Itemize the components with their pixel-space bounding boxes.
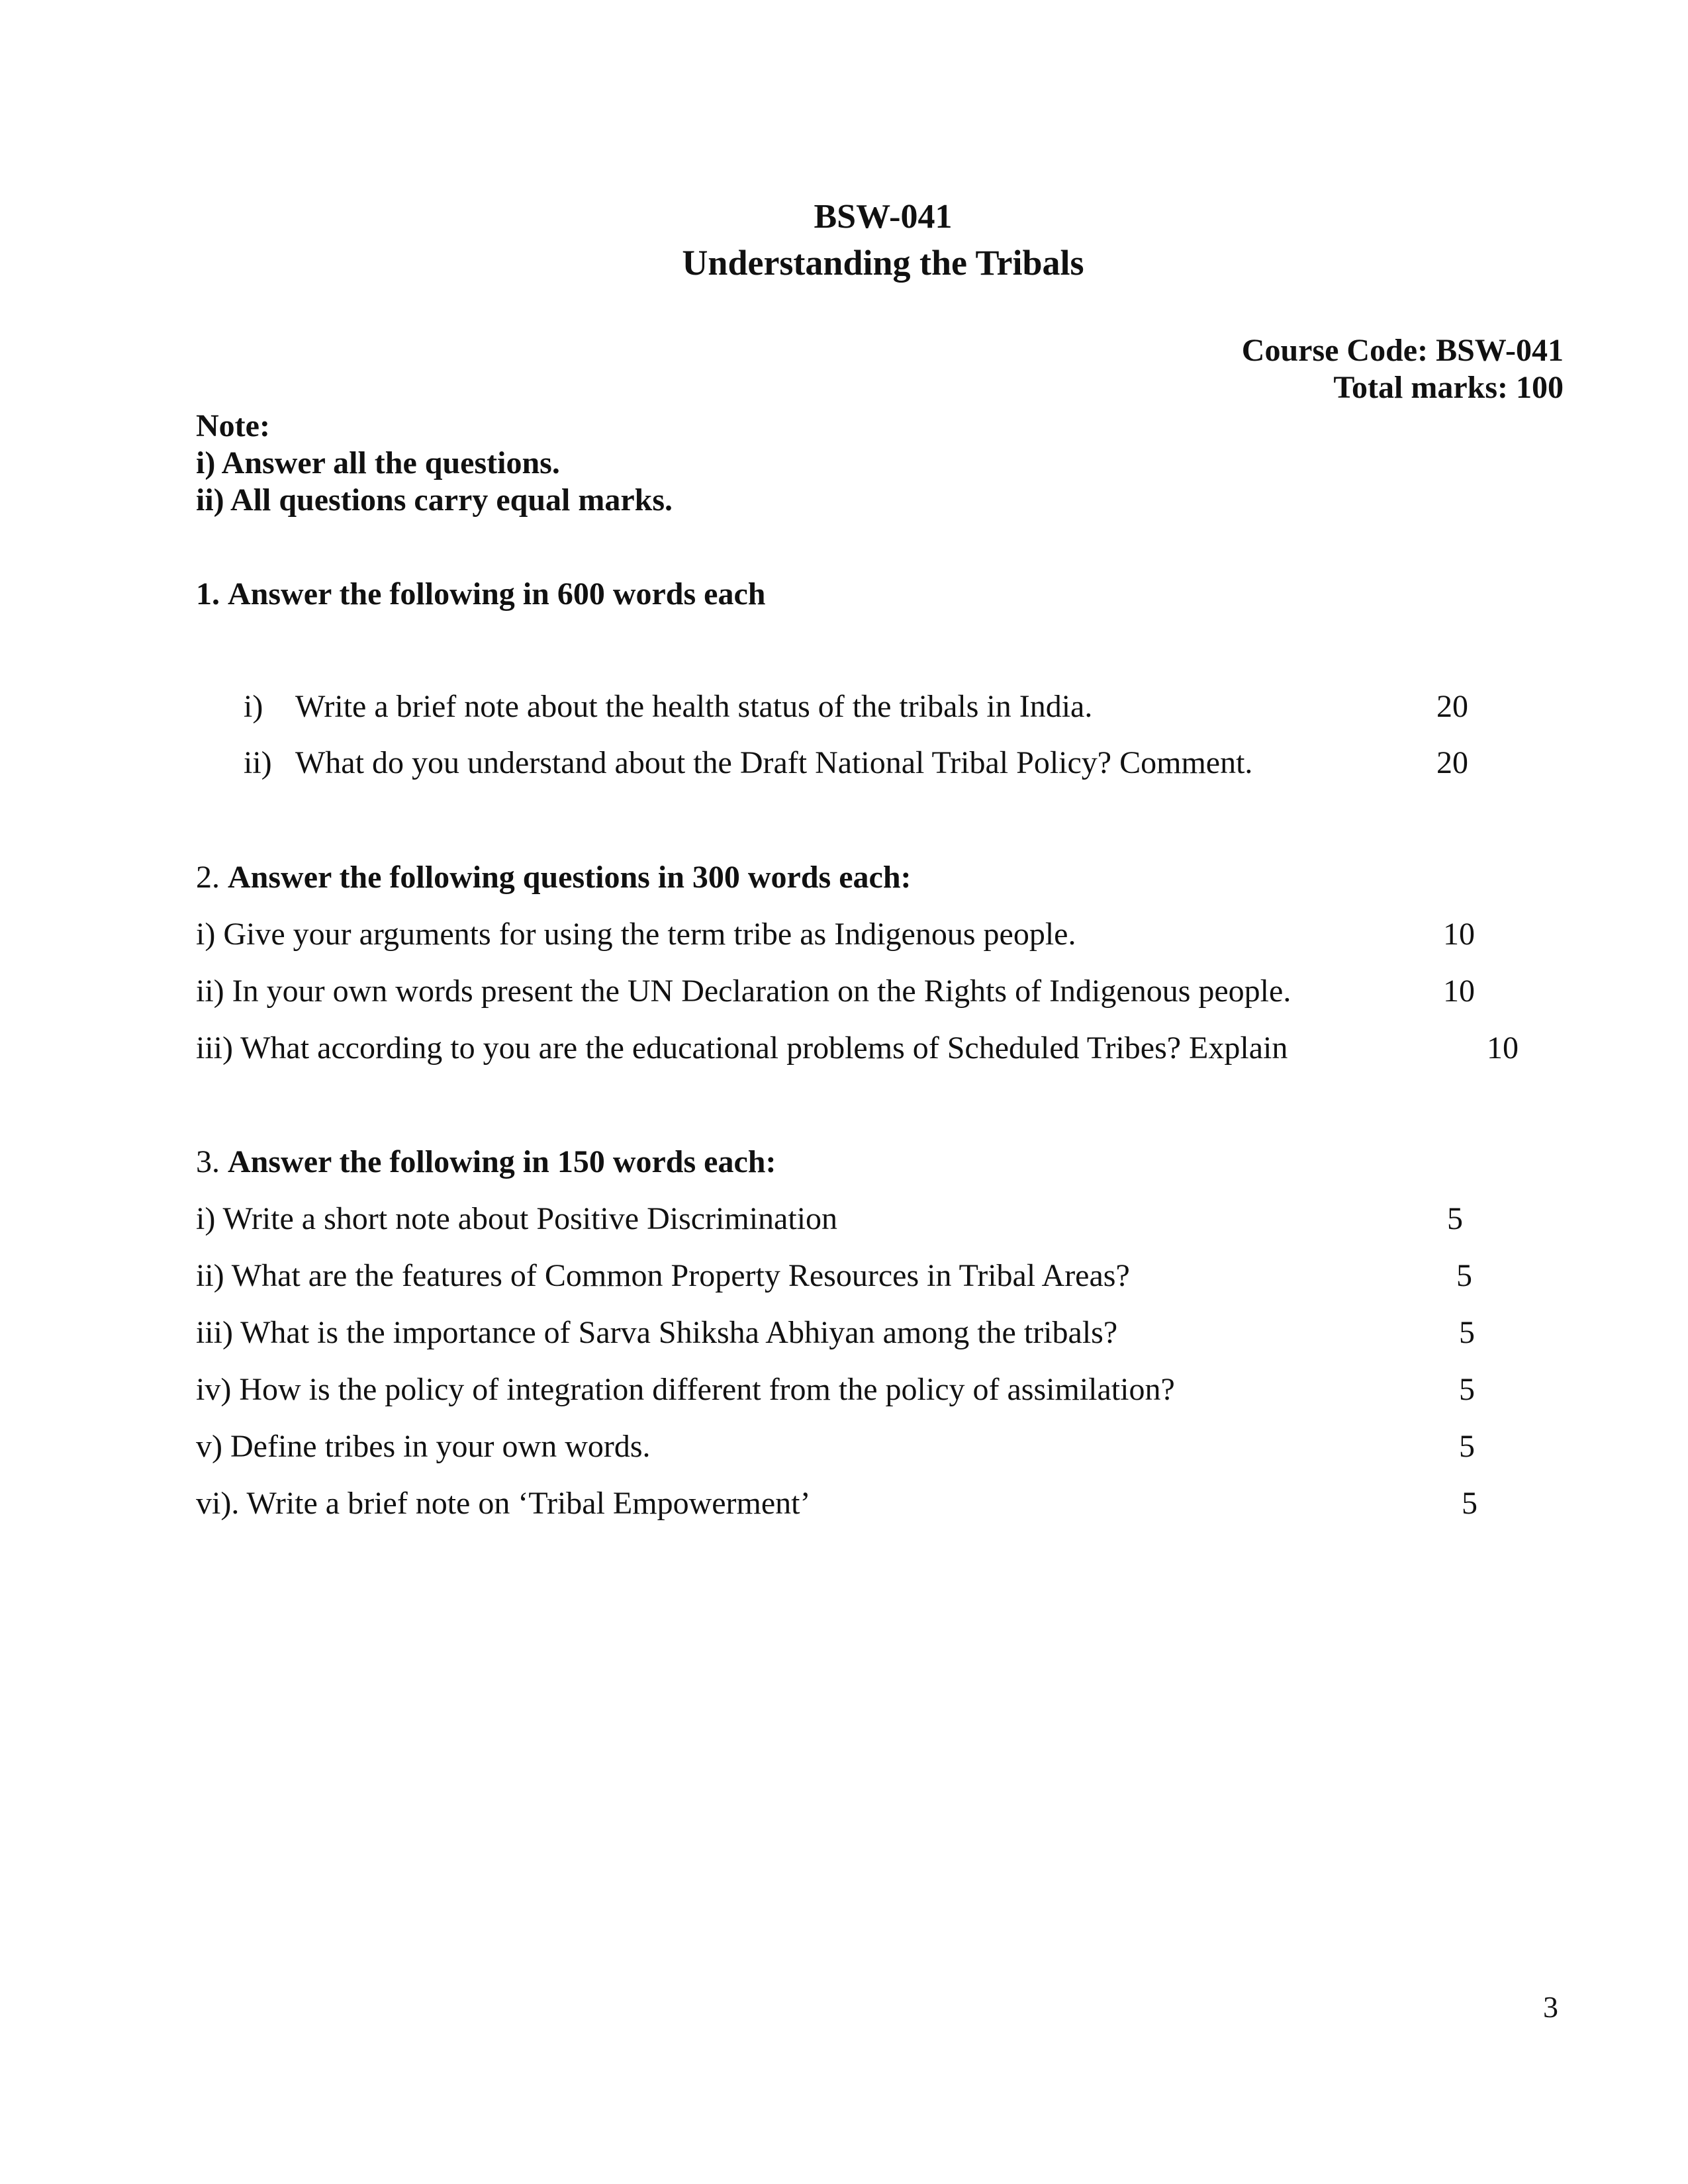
question-marks: 5 — [1462, 1486, 1477, 1521]
question-text: iv) How is the policy of integration different from the policy of assimilation? — [196, 1372, 1175, 1407]
question-marks: 5 — [1447, 1201, 1463, 1236]
note-line: i) Answer all the questions. — [196, 445, 560, 480]
question-label: i) — [244, 689, 263, 724]
section-heading — [196, 1144, 776, 1180]
question-text: v) Define tribes in your own words. — [196, 1429, 651, 1464]
question-marks: 10 — [1443, 974, 1475, 1009]
section-title: Answer the following in 600 words each — [228, 576, 766, 612]
section-heading — [196, 576, 765, 612]
section-number: 2. — [196, 860, 220, 895]
question-marks: 5 — [1459, 1315, 1475, 1350]
question-marks: 5 — [1459, 1429, 1475, 1464]
section-title: Answer the following in 150 words each: — [228, 1144, 776, 1179]
question-marks: 10 — [1487, 1030, 1519, 1066]
page-number: 3 — [1543, 1990, 1558, 2024]
section-heading — [196, 859, 912, 895]
question-text: vi). Write a brief note on ‘Tribal Empowerment’ — [196, 1486, 811, 1521]
total-marks: Total marks: 100 — [1333, 370, 1564, 405]
document-code: BSW-041 — [814, 198, 953, 236]
note-heading: Note: — [196, 408, 270, 443]
question-text: iii) What according to you are the educational problems of Scheduled Tribes? Explain — [196, 1030, 1288, 1066]
question-text: ii) What are the features of Common Property Resources in Tribal Areas? — [196, 1258, 1130, 1293]
question-text: ii) In your own words present the UN Declaration on the Rights of Indigenous people. — [196, 974, 1291, 1009]
question-marks: 5 — [1459, 1372, 1475, 1407]
note-line: ii) All questions carry equal marks. — [196, 482, 673, 518]
question-marks: 20 — [1436, 745, 1468, 780]
question-marks: 20 — [1436, 689, 1468, 724]
question-text: iii) What is the importance of Sarva Shiksha Abhiyan among the tribals? — [196, 1315, 1118, 1350]
section-number: 1. — [196, 576, 220, 612]
section-title: Answer the following questions in 300 words each: — [228, 860, 912, 895]
document-title: Understanding the Tribals — [682, 243, 1084, 283]
question-text: i) Give your arguments for using the term tribe as Indigenous people. — [196, 917, 1076, 952]
course-code: Course Code: BSW-041 — [1241, 333, 1564, 368]
question-marks: 10 — [1443, 917, 1475, 952]
question-text: What do you understand about the Draft National Tribal Policy? Comment. — [295, 745, 1253, 780]
question-marks: 5 — [1456, 1258, 1472, 1293]
question-label: ii) — [244, 745, 272, 780]
question-text: i) Write a short note about Positive Discrimination — [196, 1201, 838, 1236]
section-number: 3. — [196, 1144, 220, 1179]
question-text: Write a brief note about the health status of the tribals in India. — [295, 689, 1093, 724]
